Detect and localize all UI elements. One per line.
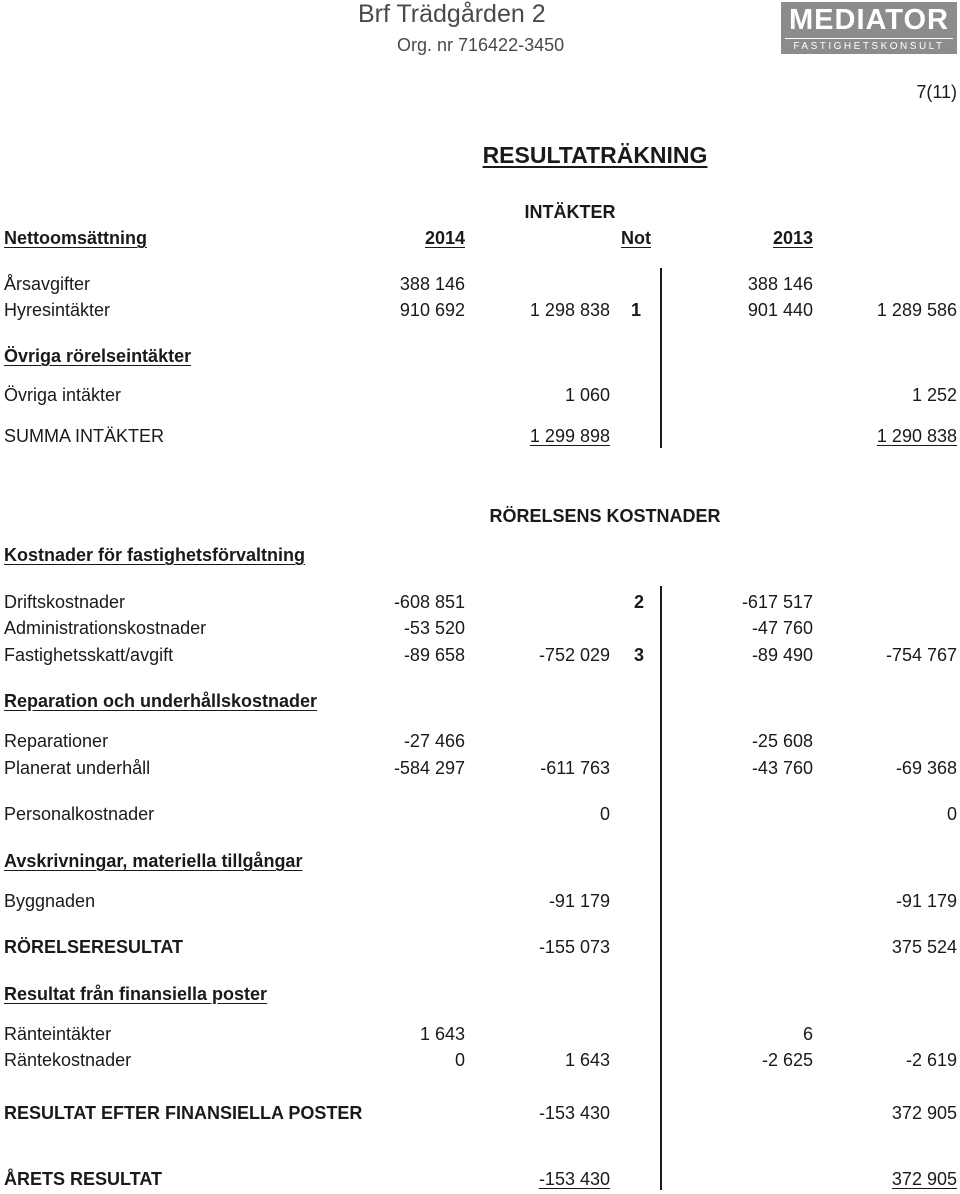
logo-main-text: MEDIATOR [789,4,949,36]
cell-2013-total: 1 252 [911,385,957,405]
cell-2014-total: -155 073 [538,937,610,957]
cell-2013-total: -2 619 [905,1050,957,1070]
cell-2013-total: -91 179 [895,891,957,911]
logo-sub-text: FASTIGHETSKONSULT [785,38,953,53]
year-2014-header: 2014 [424,228,465,248]
page-number: 7(11) [916,82,957,102]
costs-heading: RÖRELSENS KOSTNADER [489,506,721,526]
repair-costs-heading: Reparation och underhållskostnader [4,691,318,711]
cell-2014-total: -153 430 [538,1169,610,1189]
cell-2014-detail: -89 658 [403,645,465,665]
cell-note: 2 [633,592,644,612]
cell-2013-total: 1 290 838 [876,426,957,446]
cell-2014-total: -611 763 [540,758,610,778]
cell-2014-detail: -584 297 [393,758,465,778]
cell-2014-detail: -27 466 [403,731,465,751]
net-sales-heading: Nettoomsättning [4,228,147,248]
row-label: Personalkostnader [4,804,155,824]
cell-2013-detail: -43 760 [751,758,813,778]
cell-note: 3 [633,645,644,665]
income-heading: INTÄKTER [524,202,616,222]
company-name: Brf Trädgården 2 [358,0,546,28]
row-label: Planerat underhåll [4,758,151,778]
property-costs-heading: Kostnader för fastighetsförvaltning [4,545,306,565]
depreciation-heading: Avskrivningar, materiella tillgångar [4,851,303,871]
mediator-logo [781,2,957,54]
cell-2013-total: 1 289 586 [876,300,957,320]
cell-2013-total: -754 767 [885,645,957,665]
year-2013-header: 2013 [772,228,813,248]
note-header: Not [621,228,651,248]
row-label: Övriga intäkter [4,385,122,405]
row-label: Ränteintäkter [4,1024,112,1044]
cell-2013-detail: -47 760 [751,618,813,638]
row-label: Administrationskostnader [4,618,207,638]
cell-2013-detail: -89 490 [751,645,813,665]
cell-2014-detail: 1 643 [419,1024,465,1044]
cell-note: 1 [630,300,641,320]
row-label: Fastighetsskatt/avgift [4,645,174,665]
row-label: Byggnaden [4,891,96,911]
other-income-heading: Övriga rörelseintäkter [4,346,192,366]
cell-2014-detail: 0 [454,1050,465,1070]
column-divider-costs [660,586,662,1190]
cell-2014-total: 1 060 [564,385,610,405]
cell-2014-detail: 910 692 [399,300,465,320]
row-label: Årsavgifter [4,274,91,294]
cell-2014-total: 1 643 [564,1050,610,1070]
financial-heading: Resultat från finansiella poster [4,984,268,1004]
cell-2014-total: 1 298 838 [529,300,610,320]
cell-2014-total: 0 [599,804,610,824]
cell-2013-detail: 901 440 [747,300,813,320]
row-label: Räntekostnader [4,1050,132,1070]
cell-2013-total: -69 368 [895,758,957,778]
column-divider-income [660,268,662,448]
cell-2013-detail: -617 517 [741,592,813,612]
cell-2013-total: 375 524 [891,937,957,957]
cell-2013-detail: 388 146 [747,274,813,294]
cell-2013-detail: -2 625 [761,1050,813,1070]
cell-2014-total: -752 029 [538,645,610,665]
row-label: Driftskostnader [4,592,126,612]
cell-2013-total: 372 905 [891,1169,957,1189]
cell-2014-total: 1 299 898 [529,426,610,446]
cell-2014-total: -153 430 [538,1103,610,1123]
row-label: RÖRELSERESULTAT [4,937,183,957]
cell-2014-detail: -53 520 [403,618,465,638]
cell-2014-detail: 388 146 [399,274,465,294]
cell-2014-detail: -608 851 [393,592,465,612]
row-label: Hyresintäkter [4,300,111,320]
row-label: SUMMA INTÄKTER [4,426,165,446]
cell-2013-detail: -25 608 [751,731,813,751]
org-number: Org. nr 716422-3450 [397,35,565,55]
cell-2014-total: -91 179 [548,891,610,911]
row-label: ÅRETS RESULTAT [4,1169,162,1189]
row-label: Reparationer [4,731,109,751]
cell-2013-detail: 6 [802,1024,813,1044]
cell-2013-total: 372 905 [891,1103,957,1123]
row-label: RESULTAT EFTER FINANSIELLA POSTER [4,1103,363,1123]
cell-2013-total: 0 [946,804,957,824]
page-title: RESULTATRÄKNING [482,142,708,168]
